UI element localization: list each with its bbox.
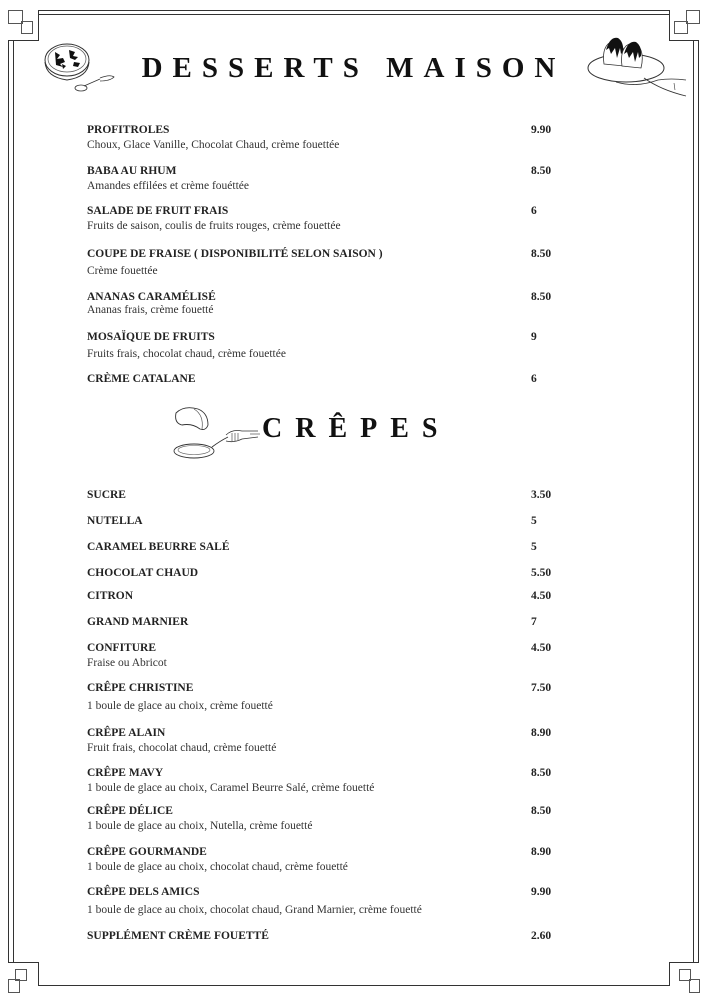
corner-square-tl-2: [21, 21, 33, 34]
menu-item: [87, 247, 567, 279]
item-price: 3.50: [531, 489, 552, 501]
item-name: CRÈME CATALANE: [87, 373, 196, 385]
menu-item: [87, 290, 567, 318]
item-description: Fruits de saison, coulis de fruits rouges, crème fouettée: [87, 220, 341, 232]
item-description: 1 boule de glace au choix, crème fouetté: [87, 700, 273, 712]
item-description: 1 boule de glace au choix, Nutella, crème fouetté: [87, 820, 313, 832]
item-description: 1 boule de glace au choix, Caramel Beurre Salé, crème fouetté: [87, 782, 375, 794]
item-price: 9.90: [531, 886, 552, 898]
item-description: Ananas frais, crème fouetté: [87, 304, 214, 316]
item-price: 2.60: [531, 930, 552, 942]
item-price: 4.50: [531, 642, 552, 654]
frame-corner-tl-h: [8, 40, 39, 41]
menu-item: [87, 726, 567, 756]
frame-left-inner: [13, 40, 14, 962]
item-price: 8.90: [531, 727, 552, 739]
desserts-title: DESSERTS MAISON: [141, 52, 566, 84]
item-name: CRÊPE CHRISTINE: [87, 682, 194, 694]
menu-item: [87, 885, 567, 918]
item-name: PROFITROLES: [87, 124, 170, 136]
item-price: 8.90: [531, 846, 552, 858]
item-price: 6: [531, 373, 537, 385]
frame-left-outer: [8, 40, 9, 962]
item-description: Crème fouettée: [87, 265, 158, 277]
item-price: 9.90: [531, 124, 552, 136]
item-name: CRÊPE ALAIN: [87, 727, 166, 739]
corner-square-tr-1: [686, 10, 700, 24]
menu-item: [87, 804, 567, 834]
item-price: 8.50: [531, 805, 552, 817]
frame-top-inner: [38, 14, 669, 15]
frame-corner-bl-h: [8, 962, 39, 963]
menu-item: [87, 164, 567, 194]
item-price: 7: [531, 616, 537, 628]
item-name: SALADE DE FRUIT FRAIS: [87, 205, 229, 217]
frame-corner-bl-v: [38, 962, 39, 986]
item-price: 9: [531, 331, 537, 343]
frame-corner-br-v: [669, 962, 670, 986]
menu-item: [87, 589, 567, 604]
item-price: 8.50: [531, 165, 552, 177]
frame-bottom: [38, 985, 669, 986]
item-name: ANANAS CARAMÉLISÉ: [87, 291, 216, 303]
item-description: Amandes effilées et crème fouéttée: [87, 180, 249, 192]
item-price: 5: [531, 541, 537, 553]
frame-right-outer: [698, 40, 699, 962]
menu-item: [87, 845, 567, 875]
item-name: CITRON: [87, 590, 134, 602]
frame-corner-br-h: [669, 962, 699, 963]
item-name: BABA AU RHUM: [87, 165, 177, 177]
item-price: 6: [531, 205, 537, 217]
item-name: CRÊPE MAVY: [87, 767, 164, 779]
item-name: CARAMEL BEURRE SALÉ: [87, 541, 230, 553]
item-description: 1 boule de glace au choix, chocolat chaud, crème fouetté: [87, 861, 348, 873]
crepe-pan-icon: [172, 405, 262, 463]
menu-item: [87, 641, 567, 671]
frame-right-inner: [693, 40, 694, 962]
menu-item: [87, 929, 567, 944]
item-price: 8.50: [531, 248, 552, 260]
item-price: 8.50: [531, 767, 552, 779]
item-name: MOSAÏQUE DE FRUITS: [87, 331, 215, 343]
menu-item: [87, 766, 567, 796]
frame-corner-tl-v: [38, 10, 39, 40]
item-name: CONFITURE: [87, 642, 157, 654]
menu-item: [87, 615, 567, 630]
item-description: 1 boule de glace au choix, chocolat chaud, Grand Marnier, crème fouetté: [87, 904, 422, 916]
item-name: CRÊPE DÉLICE: [87, 805, 173, 817]
item-name: SUPPLÉMENT CRÈME FOUETTÉ: [87, 930, 269, 942]
frame-top-outer: [38, 10, 669, 11]
item-description: Fruits frais, chocolat chaud, crème fouettée: [87, 348, 286, 360]
item-price: 5.50: [531, 567, 552, 579]
item-price: 8.50: [531, 291, 552, 303]
item-price: 4.50: [531, 590, 552, 602]
crepes-title: CRÊPES: [262, 413, 451, 444]
item-price: 7.50: [531, 682, 552, 694]
item-description: Fruit frais, chocolat chaud, crème fouetté: [87, 742, 277, 754]
item-name: NUTELLA: [87, 515, 143, 527]
item-name: CRÊPE DELS AMICS: [87, 886, 200, 898]
item-name: GRAND MARNIER: [87, 616, 189, 628]
item-name: COUPE DE FRAISE ( DISPONIBILITÉ SELON SAISON ): [87, 248, 383, 260]
item-description: Fraise ou Abricot: [87, 657, 167, 669]
menu-item: [87, 123, 567, 153]
menu-item: [87, 540, 567, 555]
item-name: CRÊPE GOURMANDE: [87, 846, 207, 858]
menu-item: [87, 681, 567, 714]
corner-square-bl-2: [8, 979, 20, 993]
menu-item: [87, 566, 567, 581]
menu-item: [87, 330, 567, 362]
item-price: 5: [531, 515, 537, 527]
item-description: Choux, Glace Vanille, Chocolat Chaud, crème fouettée: [87, 139, 340, 151]
menu-item: [87, 514, 567, 529]
menu-item: [87, 488, 567, 503]
corner-square-br-2: [689, 979, 700, 993]
menu-item: [87, 204, 567, 234]
item-name: CHOCOLAT CHAUD: [87, 567, 199, 579]
menu-item: [87, 372, 567, 387]
item-name: SUCRE: [87, 489, 126, 501]
